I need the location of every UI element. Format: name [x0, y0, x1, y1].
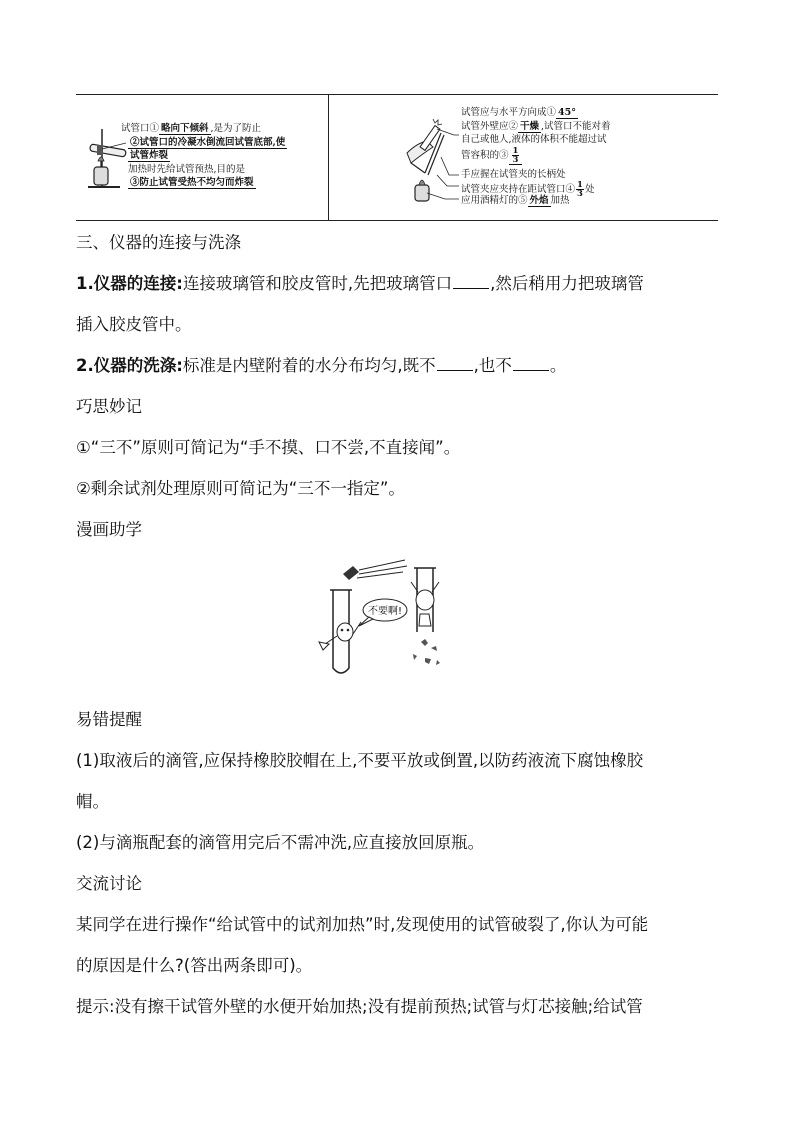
mistake-item-1: (1)取液后的滴管,应保持橡胶胶帽在上,不要平放或倒置,以防药液流下腐蚀橡胶 — [76, 751, 644, 770]
right-line3-text: 自己或他人,液体的体积不能超过试 — [461, 134, 607, 145]
washing-label: 2.仪器的洗涤: — [76, 356, 183, 375]
left-line-5 — [128, 177, 256, 189]
memory-item-1: ①“三不”原则可简记为“手不摸、口不尝,不直接闻”。 — [76, 438, 461, 457]
washing-text-a: 标准是内壁附着的水分布均匀,既不 — [182, 356, 436, 375]
right-line2-prefix: 试管外壁应② — [461, 121, 519, 132]
right-line-1 — [461, 107, 578, 119]
right-line-2 — [461, 121, 611, 133]
right-answer-5: 外焰 — [529, 195, 549, 206]
left-preheat-text: 加热时先给试管预热,目的是 — [128, 164, 246, 175]
washing-text-b: ,也不 — [473, 356, 512, 375]
right-line6-prefix: 试管夹应夹持在距试管口④ — [461, 184, 576, 195]
right-line-4 — [461, 147, 522, 165]
connection-label: 1.仪器的连接: — [76, 274, 183, 293]
mistake-item-1-cont: 帽。 — [76, 792, 109, 811]
memory-item-2: ②剩余试剂处理原则可简记为“三不一指定”。 — [76, 479, 405, 498]
right-line7-prefix: 应用酒精灯的⑤ — [461, 195, 528, 206]
right-line-3 — [461, 134, 607, 146]
connection-text-b: ,然后稍用力把玻璃管 — [490, 274, 644, 293]
right-line1-prefix: 试管应与水平方向成① — [461, 107, 557, 118]
left-answer-1: 略向下倾斜 — [161, 123, 209, 134]
left-line1-prefix: 试管口① — [121, 123, 160, 134]
right-line-7 — [461, 195, 570, 207]
washing-blank-2 — [513, 356, 549, 371]
left-answer-2: ②试管口的冷凝水倒流回试管底部,使 — [130, 137, 286, 148]
left-line-3 — [128, 150, 170, 162]
right-line-5 — [461, 169, 566, 181]
right-answer-3-fraction: $\frac{1}{3}$ — [512, 146, 519, 165]
right-answer-2: 干燥 — [520, 121, 540, 132]
left-line-4 — [128, 164, 245, 176]
discussion-question-cont: 的原因是什么?(答出两条即可)。 — [76, 956, 313, 975]
left-line-2 — [128, 137, 287, 149]
discussion-title: 交流讨论 — [76, 874, 142, 893]
right-line6-suffix: 处 — [584, 184, 595, 195]
discussion-hint: 提示:没有擦干试管外壁的水便开始加热;没有提前预热;试管与灯芯接触;给试管 — [76, 997, 643, 1016]
cartoon-illustration — [315, 562, 475, 682]
section-heading: 三、仪器的连接与洗涤 — [76, 233, 241, 252]
connection-paragraph-cont: 插入胶皮管中。 — [76, 315, 192, 334]
left-answer-2-cont: 试管炸裂 — [130, 150, 169, 161]
left-line1-suffix: ,是为了防止 — [210, 123, 262, 134]
liquid-heating-cell — [329, 95, 718, 220]
right-answer-1: 45° — [558, 107, 576, 118]
washing-paragraph — [76, 355, 566, 377]
washing-text-c: 。 — [549, 356, 567, 375]
solid-heating-cell — [76, 95, 328, 220]
washing-blank-1 — [437, 356, 473, 371]
connection-paragraph — [76, 273, 644, 295]
cartoon-title: 漫画助学 — [76, 520, 142, 539]
right-line4-prefix: 管容积的③ — [461, 150, 509, 161]
mistakes-title: 易错提醒 — [76, 710, 142, 729]
connection-blank — [453, 274, 489, 289]
right-line5-text: 手应握在试管夹的长柄处 — [461, 169, 566, 180]
right-answer-4-fraction: $\frac{1}{3}$ — [577, 180, 583, 199]
speech-bubble-text: 不要啊! — [367, 606, 403, 617]
discussion-question: 某同学在进行操作“给试管中的试剂加热”时,发现使用的试管破裂了,你认为可能 — [76, 915, 649, 934]
right-line7-suffix: 加热 — [550, 195, 570, 206]
left-answer-3: ③防止试管受热不均匀而炸裂 — [130, 177, 254, 188]
left-line-1 — [121, 123, 261, 135]
mistake-item-2: (2)与滴瓶配套的滴管用完后不需冲洗,应直接放回原瓶。 — [76, 833, 485, 852]
right-line2-suffix: ,试管口不能对着 — [541, 121, 611, 132]
connection-text-a: 连接玻璃管和胶皮管时,先把玻璃管口 — [182, 274, 453, 293]
heating-diagram-table — [76, 94, 718, 221]
memory-title: 巧思妙记 — [76, 397, 142, 416]
